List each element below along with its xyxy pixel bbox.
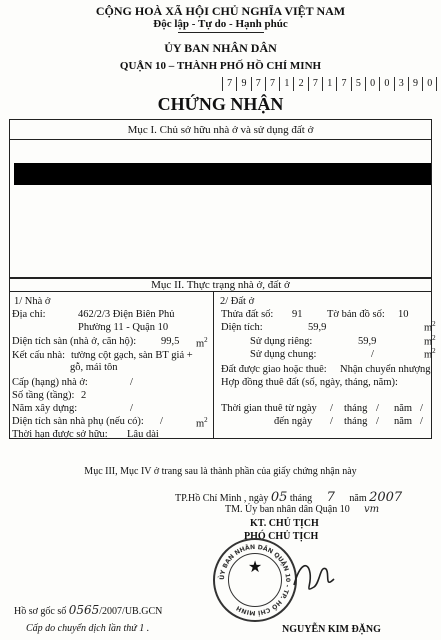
land-lease-label: Hợp đồng thuê đất (số, ngày, tháng, năm): bbox=[221, 377, 398, 388]
serial-digit: 2 bbox=[293, 77, 307, 91]
house-grade-label: Cấp (hạng) nhà ở: bbox=[12, 377, 88, 388]
serial-digit: 9 bbox=[408, 77, 422, 91]
house-year-label: Năm xây dựng: bbox=[12, 403, 78, 414]
land-area-unit: $m^2$ bbox=[424, 320, 436, 334]
land-lease-to-month-label: tháng bbox=[344, 416, 368, 427]
serial-digit: 7 bbox=[222, 77, 236, 91]
section-1-title: Mục I. Chủ sở hữu nhà ở và sử dụng đất ở bbox=[127, 124, 314, 136]
land-lease-from-label: Thời gian thuê từ ngày bbox=[221, 403, 317, 414]
sign-day: 05 bbox=[270, 490, 288, 505]
serial-digit: 3 bbox=[394, 77, 408, 91]
house-grade-value: / bbox=[130, 377, 133, 388]
land-shared-label: Sử dụng chung: bbox=[250, 349, 317, 360]
land-lease-to-year-label: năm bbox=[394, 416, 413, 427]
house-floors-label: Số tầng (tầng): bbox=[12, 390, 75, 401]
serial-number-boxes bbox=[222, 77, 437, 91]
land-map-value: 10 bbox=[398, 309, 409, 320]
house-structure-label: Kết cấu nhà: bbox=[12, 350, 66, 361]
serial-digit: 7 bbox=[265, 77, 279, 91]
house-structure-value-2: gỗ, mái tôn bbox=[70, 362, 118, 373]
section-2-divider bbox=[9, 291, 432, 292]
serial-digit: 0 bbox=[379, 77, 393, 91]
serial-digit: 7 bbox=[336, 77, 350, 91]
footer-note: Mục III, Mục IV ở trang sau là thành phần của giấy chứng nhận này bbox=[84, 466, 357, 477]
signer-name: NGUYỄN KIM ĐẶNG bbox=[282, 624, 381, 635]
house-floor-area-label: Diện tích sàn (nhà ở, căn hộ): bbox=[12, 336, 137, 347]
land-shared-unit: $m^2$ bbox=[424, 347, 436, 361]
land-area-value: 59,9 bbox=[308, 322, 327, 333]
house-aux-area-unit: $m^2$ bbox=[196, 416, 208, 430]
house-structure-value-1: tường cột gạch, sàn BT giả + bbox=[71, 350, 193, 361]
land-parcel-label: Thửa đất số: bbox=[221, 309, 274, 320]
land-lease-from-month-label: tháng bbox=[344, 403, 368, 414]
seal-star-icon: ★ bbox=[247, 559, 263, 576]
authority-name: ỦY BAN NHÂN DÂN bbox=[164, 41, 277, 55]
land-shared-value: / bbox=[371, 349, 374, 360]
serial-digit: 1 bbox=[279, 77, 293, 91]
sign-on-behalf-mark: vm bbox=[364, 504, 380, 515]
house-address-line2: Phường 11 - Quận 10 bbox=[78, 322, 169, 333]
house-address-line1: 462/2/3 Điện Biên Phủ bbox=[78, 309, 175, 320]
land-lease-from-month: / bbox=[376, 403, 379, 414]
certificate-title: CHỨNG NHẬN bbox=[157, 94, 284, 114]
land-lease-from-year: / bbox=[420, 403, 423, 414]
land-lease-to-month: / bbox=[376, 416, 379, 427]
seal-ring-text: ỦY BAN NHÂN DÂN QUẬN 10 - TP. HỒ CHÍ MINH bbox=[218, 543, 292, 617]
house-floor-area-unit: $m^2$ bbox=[196, 336, 208, 350]
sign-year: 2007 bbox=[369, 490, 403, 505]
land-heading: 2/ Đất ở bbox=[220, 296, 255, 307]
serial-digit: 0 bbox=[365, 77, 379, 91]
house-term-label: Thời hạn được sở hữu: bbox=[12, 429, 108, 440]
house-term-value: Lâu dài bbox=[127, 429, 159, 440]
house-floor-area-value: 99,5 bbox=[161, 336, 180, 347]
district-name: QUẬN 10 – THÀNH PHỐ HỒ CHÍ MINH bbox=[119, 60, 322, 72]
national-name: CỘNG HOÀ XÃ HỘI CHỦ NGHĨA VIỆT NAM bbox=[95, 4, 346, 18]
sign-position: PHÓ CHỦ TỊCH bbox=[244, 531, 319, 542]
house-floors-value: 2 bbox=[81, 390, 87, 401]
section-1-divider bbox=[9, 139, 432, 140]
serial-digit: 9 bbox=[236, 77, 250, 91]
land-lease-to-label: đến ngày bbox=[274, 416, 313, 427]
record-number: Hồ sơ gốc số 0565/2007/UB.GCN bbox=[14, 603, 163, 617]
motto-underline bbox=[178, 32, 264, 33]
sign-place-date: TP.Hồ Chí Minh , ngày 05 tháng 7 năm 2007 bbox=[175, 490, 403, 505]
section-2-column-divider bbox=[213, 292, 214, 438]
land-lease-from-year-label: năm bbox=[394, 403, 413, 414]
land-area-label: Diện tích: bbox=[221, 322, 263, 333]
land-lease-to-year: / bbox=[420, 416, 423, 427]
land-map-label: Tờ bản đồ số: bbox=[327, 309, 385, 320]
land-origin-value: Nhận chuyển nhượng bbox=[340, 364, 431, 375]
land-parcel-value: 91 bbox=[292, 309, 303, 320]
national-motto: Độc lập - Tự do - Hạnh phúc bbox=[153, 18, 288, 30]
section-2-title: Mục II. Thực trạng nhà ở, đất ở bbox=[151, 279, 290, 291]
serial-digit: 1 bbox=[322, 77, 336, 91]
land-private-value: 59,9 bbox=[358, 336, 377, 347]
redacted-owner-info bbox=[14, 163, 431, 185]
house-year-value: / bbox=[130, 403, 133, 414]
serial-digit: 7 bbox=[251, 77, 265, 91]
sign-on-behalf: TM. Ủy ban nhân dân Quận 10 bbox=[225, 504, 350, 515]
land-lease-from-day: / bbox=[330, 403, 333, 414]
land-private-unit: $m^2$ bbox=[424, 334, 436, 348]
section-1-box bbox=[9, 119, 432, 279]
house-heading: 1/ Nhà ở bbox=[14, 296, 51, 307]
sign-month: 7 bbox=[326, 490, 335, 505]
land-private-label: Sử dụng riêng: bbox=[250, 336, 313, 347]
house-aux-area-value: / bbox=[160, 416, 163, 427]
official-seal bbox=[213, 538, 297, 622]
house-aux-area-label: Diện tích sàn nhà phụ (nếu có): bbox=[12, 416, 144, 427]
house-address-label: Địa chỉ: bbox=[12, 309, 46, 320]
land-lease-to-day: / bbox=[330, 416, 333, 427]
serial-digit: 7 bbox=[308, 77, 322, 91]
record-number-value: 0565 bbox=[68, 603, 100, 617]
serial-digit: 0 bbox=[422, 77, 437, 91]
sign-for: KT. CHỦ TỊCH bbox=[250, 518, 319, 529]
land-origin-label: Đất được giao hoặc thuê: bbox=[221, 364, 327, 375]
serial-digit: 5 bbox=[351, 77, 365, 91]
handwritten-signature-icon bbox=[290, 555, 340, 600]
issue-note: Cấp do chuyển dịch lần thứ 1 . bbox=[26, 623, 150, 634]
